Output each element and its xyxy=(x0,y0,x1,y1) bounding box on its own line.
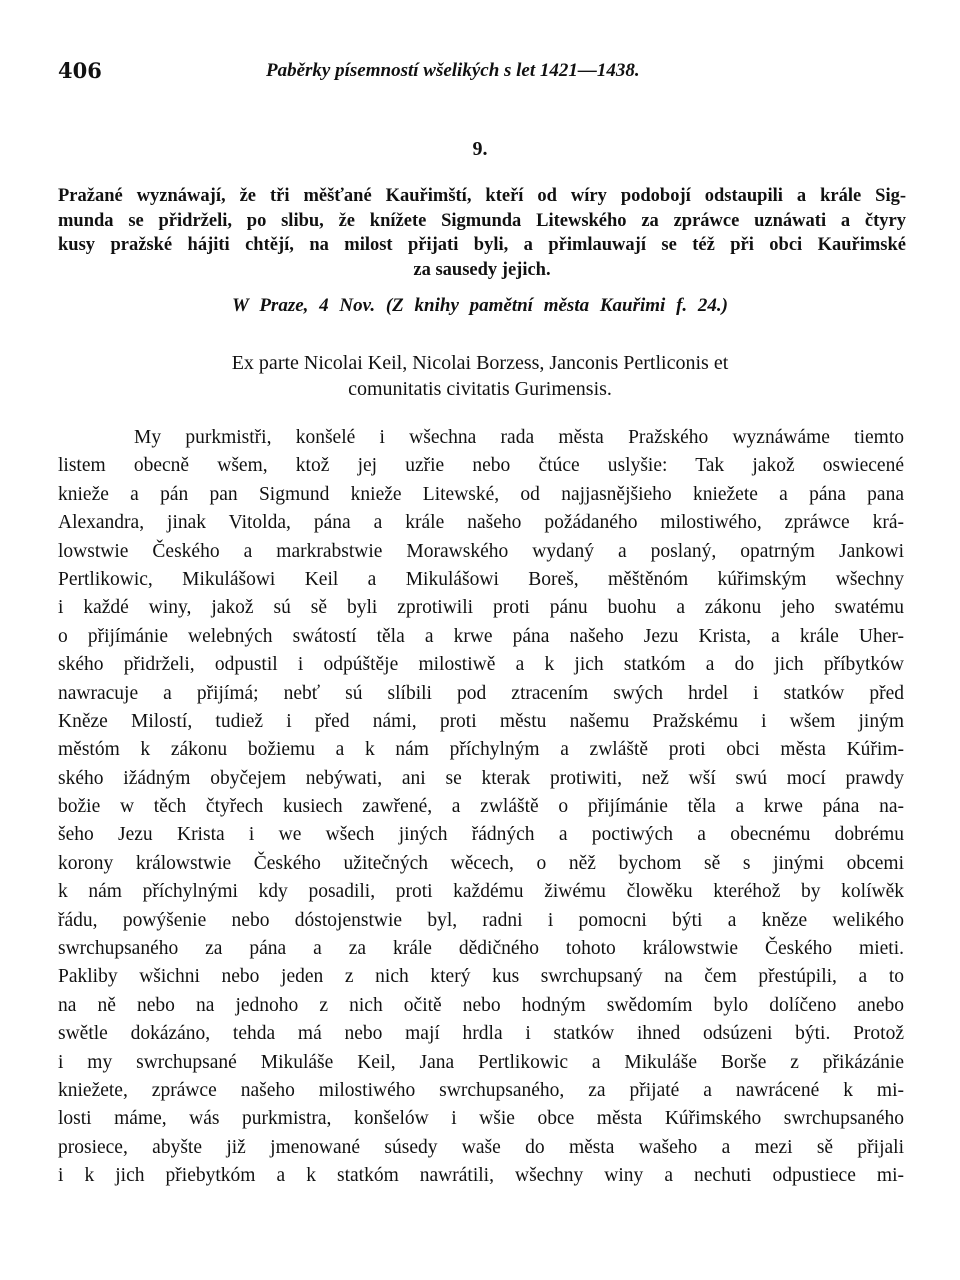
body-line: My purkmistři, konšelé i wšechna rada města Pražského wyznáwáme tiemto xyxy=(134,427,904,448)
body-line: listem obecně wšem, ktož jej uzřie nebo čtúce uslyšie: Tak jakož oswiecené xyxy=(58,455,904,477)
body-line: na ně nebo na jednoho z nich očitě nebo hodným swědomím bylo dolíčeno anebo xyxy=(58,994,904,1016)
body-line: božie w těch čtyřech kusiech zawřené, a zwláště o přijímánie těla a krwe pána na- xyxy=(58,796,904,818)
body-line: Kněze Milostí, tudiež i před námi, proti městu našemu Pražskému i wšem jiným xyxy=(58,710,904,732)
body-line: swrchupsaného za pána a za krále dědičného tohoto králowstwie Českého mieti. xyxy=(58,938,904,960)
body-line: ského ižádným obyčejem nebýwati, ani se kterak protiwiti, než wší swú mocí prawdy xyxy=(58,767,904,789)
summary-line: za sausedy jejich. xyxy=(413,259,551,280)
body-line: šeho Jezu Krista i we wšech jiných řádných a poctiwých a obecnému dobrému xyxy=(58,824,904,846)
summary-line: munda se přidrželi, po slibu, že knížete Sigmunda Litewského za zpráwce uznáwati a čtyry xyxy=(58,210,906,231)
body-line: městóm k zákonu božiemu a k nám příchylným a zwláště proti obci města Kúřim- xyxy=(58,739,904,761)
body-line: o přijímánie welebných swátostí těla a krwe pána našeho Jezu Krista, a krále Uher- xyxy=(58,625,904,647)
body-line: Pertlikowic, Mikulášowi Keil a Mikulášowi Boreš, měštěnóm kúřimským wšechny xyxy=(58,568,904,590)
body-line: Pakliby wšichni nebo jeden z nich který kus swrchupsaný na čem přestúpili, a to xyxy=(58,966,904,988)
body-line: lowstwie Českého a markrabstwie Morawského wydaný a poslaný, opatrným Jankowi xyxy=(58,540,904,562)
address-line: Ex parte Nicolai Keil, Nicolai Borzess, Janconis Pertliconis et xyxy=(231,352,729,374)
body-line: i my swrchupsané Mikuláše Keil, Jana Pertlikowic a Mikuláše Borše z přikázánie xyxy=(58,1051,904,1073)
document-summary xyxy=(58,184,906,282)
address-block xyxy=(0,350,960,402)
running-title: Paběrky písemností wšelikých s let 1421—1438. xyxy=(266,60,640,81)
summary-line: Pražané wyznáwají, že tři měšťané Kauřimští, kteří od wíry podobojí odstaupili a krále Sig- xyxy=(58,186,906,206)
body-line: ského přidrželi, odpustil i odpúštěje milostiwě a k jich statkóm a do jich příbytków xyxy=(58,654,904,676)
body-line: řádu, powýšenie nebo dóstojenstwie byl, radni i pomocni býti a kněze welikého xyxy=(58,909,904,931)
body-line: korony králowstwie Českého užitečných wěcech, o něž bychom sě s jinými obcemi xyxy=(58,852,904,874)
body-line: nawracuje a přijímá; nebť sú slíbili pod ztracením swých hrdel i statków před xyxy=(58,682,904,704)
body-line: swětle dokázáno, tehda má nebo mají hrdla i statków ihned odsúzeni býti. Protož xyxy=(58,1023,904,1045)
summary-line: kusy pražské hájiti chtějí, na milost přijati byli, a přimlauwají se též při obci Kauřimské xyxy=(58,235,906,255)
document-number: 9. xyxy=(472,138,488,160)
document-body xyxy=(58,424,904,1191)
body-line: prosiece, abyšte již jmenowané súsedy waše do města wašeho a mezi sě přijali xyxy=(58,1136,904,1158)
body-line: i k jich přiebytkóm a k statkóm nawrátili, wšechny winy a nechuti odpustiece mi- xyxy=(58,1165,904,1187)
body-line: losti máme, wás purkmistra, konšelów i wšie obce města Kúřimského swrchupsaného xyxy=(58,1108,904,1130)
body-line: knieže a pán pan Sigmund knieže Litewské, od najjasnějšieho kniežete a pána pana xyxy=(58,483,904,505)
page-number: 406 xyxy=(58,58,102,83)
body-line: kniežete, zpráwce našeho milostiwého swrchupsaného, za přijaté a nawrácené k mi- xyxy=(58,1079,904,1101)
dating-line: W Praze, 4 Nov. (Z knihy pamětní města Kauřimi f. 24.) xyxy=(232,295,728,316)
body-line: k nám příchylnými kdy posadili, proti každému žiwému člowěku kteréhož by kolíwěk xyxy=(58,881,904,903)
address-line: comunitatis civitatis Gurimensis. xyxy=(348,378,612,400)
body-line: i každé winy, jakož sú sě byli zprotiwili proti pánu buohu a zákonu jeho swatému xyxy=(58,597,904,619)
body-line: Alexandra, jinak Vitolda, pána a krále našeho požádaného milostiwého, zpráwce krá- xyxy=(58,512,904,534)
running-head xyxy=(58,58,910,88)
